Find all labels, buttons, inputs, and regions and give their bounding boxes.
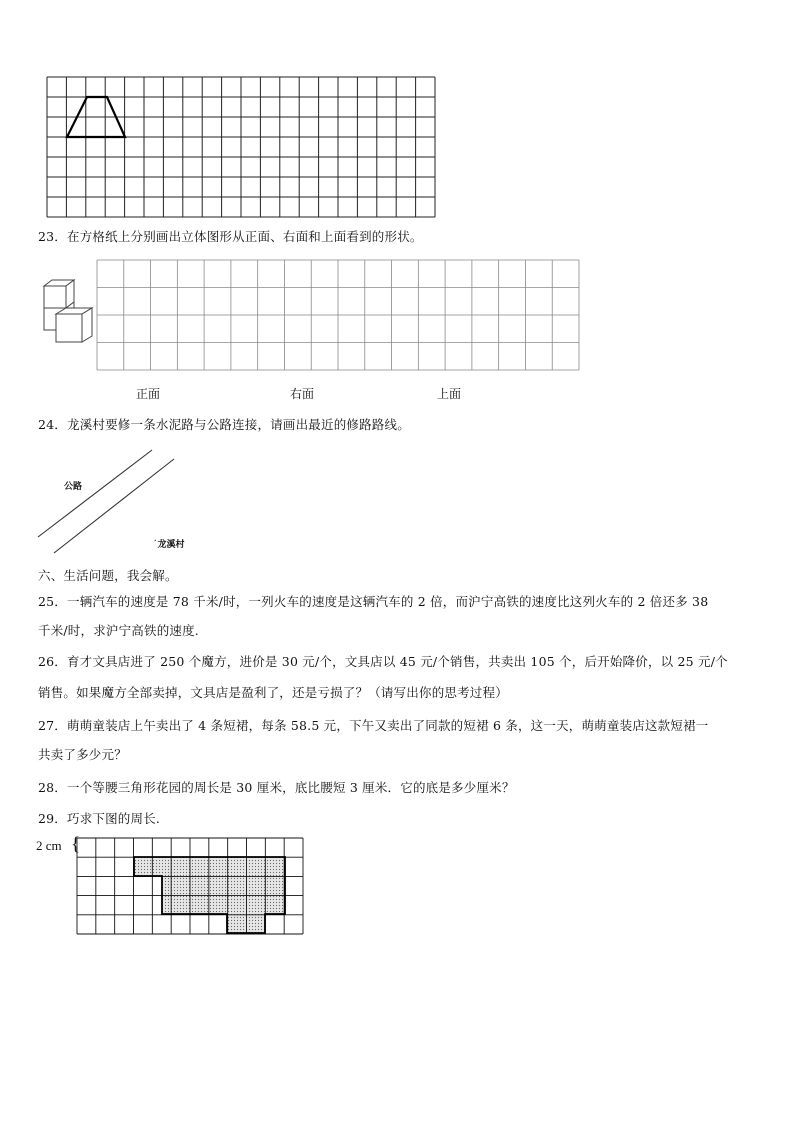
perimeter-grid-figure [77, 838, 303, 934]
drawing-grid-views [97, 260, 579, 370]
trapezoid-grid-figure [47, 77, 435, 217]
question-26-line-1: 26．育才文具店进了 250 个魔方，进价是 30 元/个，文具店以 45 元/个销售，共卖出 105 个，后开始降价，以 25 元/个 [38, 654, 728, 669]
road-line-upper [38, 450, 152, 537]
view-label-top: 上面 [437, 387, 462, 401]
scale-brace: { [71, 834, 81, 855]
view-label-front: 正面 [136, 387, 161, 401]
question-29-text: 29．巧求下图的周长. [38, 811, 161, 826]
view-label-right: 右面 [290, 387, 315, 401]
question-25-line-1: 25．一辆汽车的速度是 78 千米/时，一列火车的速度是这辆汽车的 2 倍，而沪宁高铁的速度比这列火车的 2 倍还多 38 [38, 594, 709, 609]
question-28-text: 28．一个等腰三角形花园的周长是 30 厘米，底比腰短 3 厘米．它的底是多少厘米？ [38, 780, 515, 795]
question-25-line-2: 千米/时，求沪宁高铁的速度. [38, 623, 199, 638]
village-label: ˙龙溪村 [153, 540, 185, 550]
question-27-line-2: 共卖了多少元？ [38, 747, 127, 762]
question-24-text: 24．龙溪村要修一条水泥路与公路连接，请画出最近的修路路线。 [38, 417, 410, 432]
section-6-heading: 六、生活问题，我会解。 [38, 568, 178, 583]
cube-stack-figure [36, 280, 100, 352]
question-23-text: 23．在方格纸上分别画出立体图形从正面、右面和上面看到的形状。 [38, 229, 423, 244]
question-26-line-2: 销售。如果魔方全部卖掉，文具店是盈利了，还是亏损了？（请写出你的思考过程） [38, 685, 508, 700]
road-label: 公路 [64, 482, 83, 492]
question-27-line-1: 27．萌萌童装店上午卖出了 4 条短裙，每条 58.5 元，下午又卖出了同款的短裙 6 条，这一天，萌萌童装店这款短裙一 [38, 718, 709, 733]
shaded-polygon [134, 857, 285, 933]
scale-label: 2 cm [36, 838, 62, 853]
